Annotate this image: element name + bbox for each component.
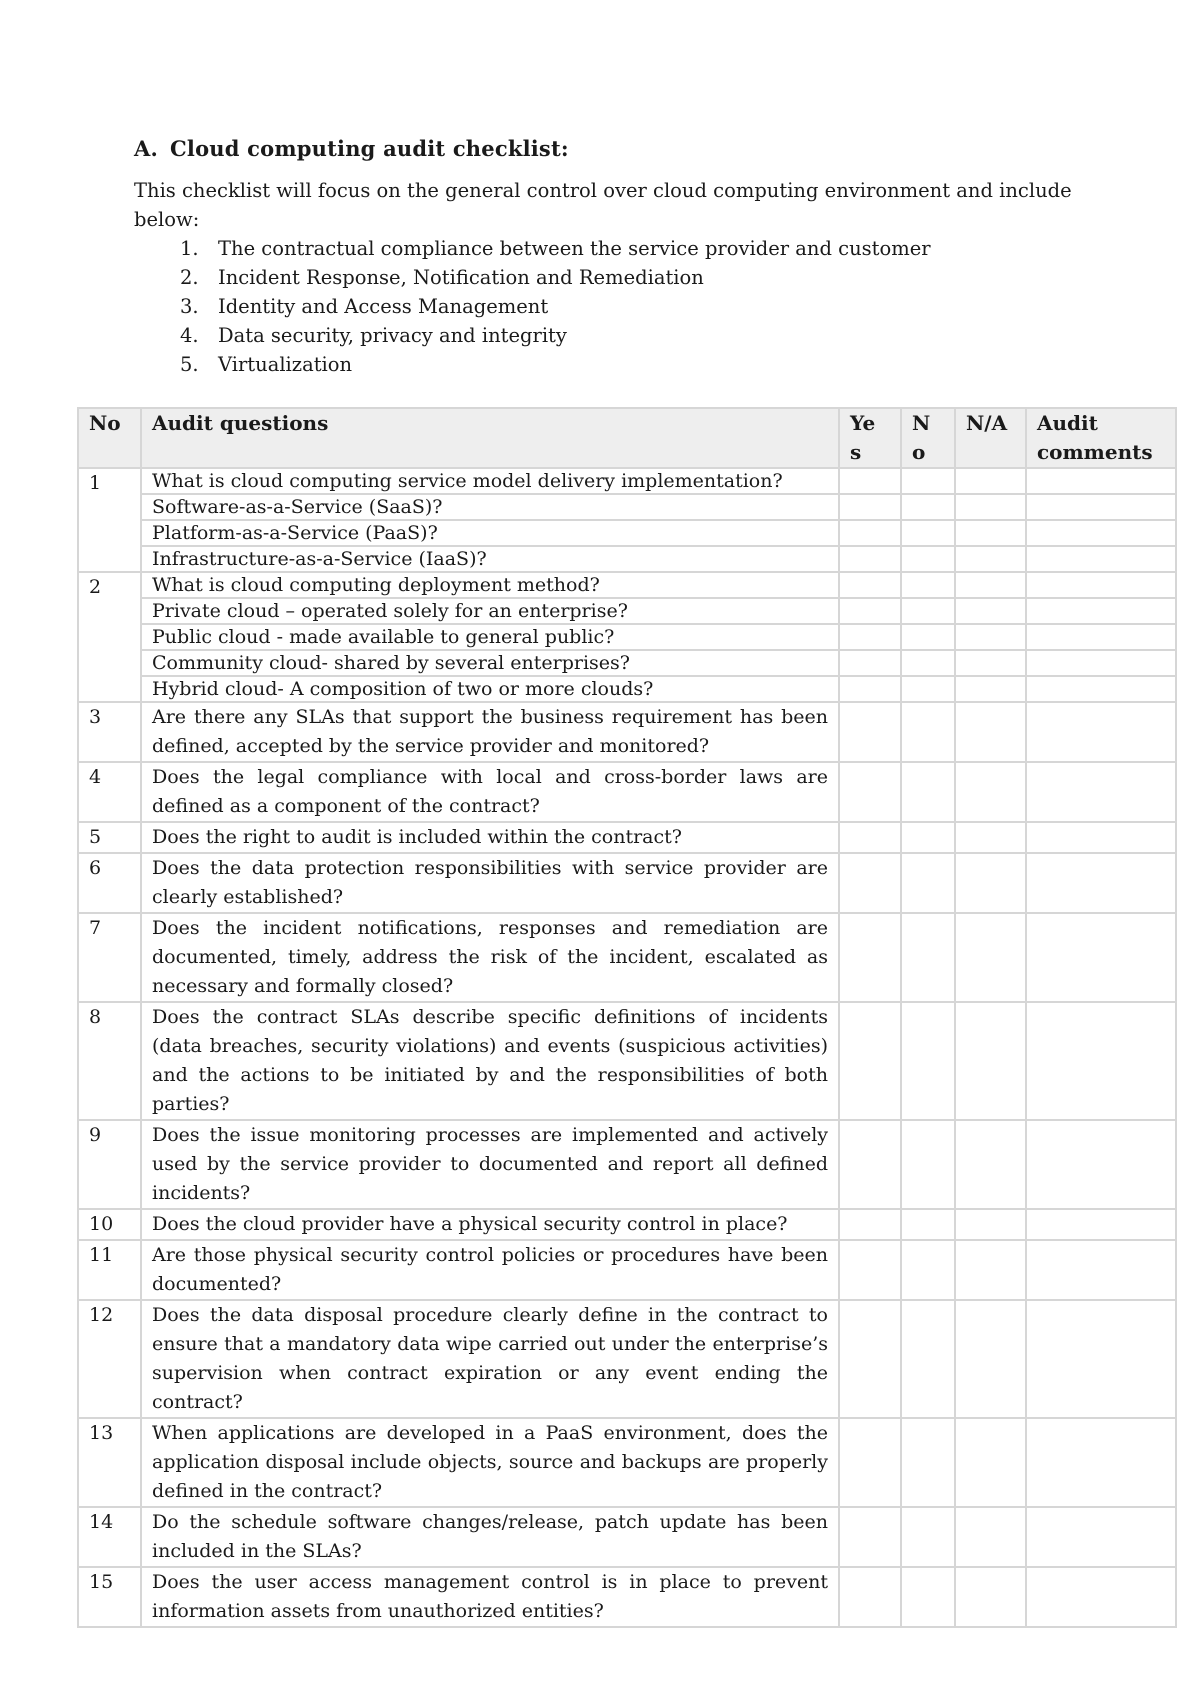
na-cell[interactable] [955, 1209, 1026, 1240]
audit-comments-cell[interactable] [1026, 1567, 1176, 1627]
no-cell[interactable] [901, 650, 955, 676]
table-row [78, 913, 1176, 1002]
audit-comments-cell[interactable] [1026, 1209, 1176, 1240]
yes-cell[interactable] [839, 520, 901, 546]
audit-question: Do the schedule software changes/release, patch update has been included in the SLAs? [141, 1507, 839, 1567]
yes-cell[interactable] [839, 762, 901, 822]
row-number: 14 [78, 1507, 141, 1567]
intro-paragraph: This checklist will focus on the general control over cloud computing environment and include below: [134, 179, 1072, 231]
na-cell[interactable] [955, 650, 1026, 676]
na-cell[interactable] [955, 1418, 1026, 1507]
no-cell[interactable] [901, 494, 955, 520]
focus-list-number: 3. [180, 295, 199, 318]
table-row [78, 598, 1176, 624]
focus-list-label: Identity and Access Management [218, 295, 549, 318]
header-na: N/A [955, 408, 1026, 468]
row-number: 13 [78, 1418, 141, 1507]
no-cell[interactable] [901, 1120, 955, 1209]
audit-question: Does the issue monitoring processes are implemented and actively used by the service provider to documented and report all defined incidents? [141, 1120, 839, 1209]
audit-comments-cell[interactable] [1026, 1120, 1176, 1209]
focus-list-item [134, 263, 1074, 292]
audit-question: Does the data protection responsibilities with service provider are clearly established? [141, 853, 839, 913]
focus-list-number: 2. [180, 266, 199, 289]
audit-sub-question: Private cloud – operated solely for an enterprise? [141, 598, 839, 624]
row-number: 8 [78, 1002, 141, 1120]
table-row [78, 1240, 1176, 1300]
row-number: 11 [78, 1240, 141, 1300]
no-cell[interactable] [901, 702, 955, 762]
table-row [78, 1209, 1176, 1240]
yes-cell[interactable] [839, 1507, 901, 1567]
no-cell[interactable] [901, 546, 955, 572]
table-row [78, 762, 1176, 822]
yes-cell[interactable] [839, 1209, 901, 1240]
header-yes: Ye s [839, 408, 901, 468]
audit-sub-question: Infrastructure-as-a-Service (IaaS)? [141, 546, 839, 572]
focus-list-label: Incident Response, Notification and Remediation [218, 266, 704, 289]
table-row [78, 1418, 1176, 1507]
yes-cell[interactable] [839, 468, 901, 494]
audit-comments-cell[interactable] [1026, 546, 1176, 572]
audit-comments-cell[interactable] [1026, 913, 1176, 1002]
no-cell[interactable] [901, 822, 955, 853]
na-cell[interactable] [955, 702, 1026, 762]
audit-checklist-table [77, 407, 1177, 1628]
na-cell[interactable] [955, 520, 1026, 546]
yes-cell[interactable] [839, 546, 901, 572]
table-row [78, 676, 1176, 702]
audit-comments-cell[interactable] [1026, 762, 1176, 822]
row-number: 6 [78, 853, 141, 913]
focus-list-item [134, 350, 1074, 379]
table-row [78, 624, 1176, 650]
table-row [78, 520, 1176, 546]
audit-sub-question: Public cloud - made available to general public? [141, 624, 839, 650]
yes-cell[interactable] [839, 676, 901, 702]
na-cell[interactable] [955, 1567, 1026, 1627]
row-number: 3 [78, 702, 141, 762]
na-cell[interactable] [955, 676, 1026, 702]
na-cell[interactable] [955, 822, 1026, 853]
yes-cell[interactable] [839, 1002, 901, 1120]
focus-list-label: Virtualization [218, 353, 353, 376]
table-row [78, 702, 1176, 762]
audit-comments-cell[interactable] [1026, 702, 1176, 762]
audit-comments-cell[interactable] [1026, 468, 1176, 494]
audit-question: What is cloud computing service model delivery implementation? [141, 468, 839, 494]
focus-list-label: Data security, privacy and integrity [218, 324, 567, 347]
audit-comments-cell[interactable] [1026, 676, 1176, 702]
table-row [78, 1120, 1176, 1209]
audit-comments-cell[interactable] [1026, 1300, 1176, 1418]
row-number: 5 [78, 822, 141, 853]
audit-comments-cell[interactable] [1026, 598, 1176, 624]
audit-sub-question: Platform-as-a-Service (PaaS)? [141, 520, 839, 546]
table-row [78, 1300, 1176, 1418]
header-no: No [78, 408, 141, 468]
yes-cell[interactable] [839, 650, 901, 676]
yes-cell[interactable] [839, 1418, 901, 1507]
no-cell[interactable] [901, 468, 955, 494]
na-cell[interactable] [955, 468, 1026, 494]
na-cell[interactable] [955, 546, 1026, 572]
na-cell[interactable] [955, 913, 1026, 1002]
no-cell[interactable] [901, 598, 955, 624]
row-number: 12 [78, 1300, 141, 1418]
audit-comments-cell[interactable] [1026, 650, 1176, 676]
no-cell[interactable] [901, 676, 955, 702]
row-number: 2 [78, 572, 141, 702]
audit-comments-cell[interactable] [1026, 520, 1176, 546]
audit-sub-question: Hybrid cloud- A composition of two or more clouds? [141, 676, 839, 702]
no-cell[interactable] [901, 624, 955, 650]
table-row [78, 546, 1176, 572]
na-cell[interactable] [955, 624, 1026, 650]
audit-question: What is cloud computing deployment method? [141, 572, 839, 598]
audit-comments-cell[interactable] [1026, 1002, 1176, 1120]
table-row [78, 1507, 1176, 1567]
na-cell[interactable] [955, 598, 1026, 624]
row-number: 4 [78, 762, 141, 822]
na-cell[interactable] [955, 1120, 1026, 1209]
table-row [78, 494, 1176, 520]
focus-list-number: 1. [180, 237, 199, 260]
intro-block [134, 176, 1074, 379]
focus-list-item [134, 234, 1074, 263]
yes-cell[interactable] [839, 572, 901, 598]
yes-cell[interactable] [839, 1120, 901, 1209]
audit-comments-cell[interactable] [1026, 1507, 1176, 1567]
section-letter: A. [134, 136, 159, 161]
yes-cell[interactable] [839, 913, 901, 1002]
table-row [78, 572, 1176, 598]
no-cell[interactable] [901, 1418, 955, 1507]
na-cell[interactable] [955, 1240, 1026, 1300]
yes-cell[interactable] [839, 702, 901, 762]
no-cell[interactable] [901, 1002, 955, 1120]
table-header-row [78, 408, 1176, 468]
header-no-answer: N o [901, 408, 955, 468]
focus-list-item [134, 292, 1074, 321]
focus-list [134, 234, 1074, 379]
focus-list-label: The contractual compliance between the service provider and customer [218, 237, 931, 260]
yes-cell[interactable] [839, 1240, 901, 1300]
na-cell[interactable] [955, 762, 1026, 822]
no-cell[interactable] [901, 762, 955, 822]
audit-question: Does the incident notifications, responses and remediation are documented, timely, address the risk of the incident, escalated as necessary and formally closed? [141, 913, 839, 1002]
focus-list-number: 5. [180, 353, 199, 376]
audit-sub-question: Community cloud- shared by several enterprises? [141, 650, 839, 676]
table-row [78, 822, 1176, 853]
row-number: 10 [78, 1209, 141, 1240]
no-cell[interactable] [901, 1209, 955, 1240]
no-cell[interactable] [901, 1567, 955, 1627]
audit-question: Does the user access management control is in place to prevent information assets from unauthorized entities? [141, 1567, 839, 1627]
audit-question: Does the right to audit is included within the contract? [141, 822, 839, 853]
audit-question: Does the data disposal procedure clearly define in the contract to ensure that a mandatory data wipe carried out under the enterprise’s supervision when contract expiration or any event ending the contract? [141, 1300, 839, 1418]
na-cell[interactable] [955, 1300, 1026, 1418]
audit-question: Does the contract SLAs describe specific definitions of incidents (data breaches, security violations) and events (suspicious activities) and the actions to be initiated by and the responsibilities of both parties? [141, 1002, 839, 1120]
audit-comments-cell[interactable] [1026, 1240, 1176, 1300]
na-cell[interactable] [955, 853, 1026, 913]
no-cell[interactable] [901, 520, 955, 546]
no-cell[interactable] [901, 1300, 955, 1418]
na-cell[interactable] [955, 1002, 1026, 1120]
no-cell[interactable] [901, 853, 955, 913]
no-cell[interactable] [901, 572, 955, 598]
focus-list-item [134, 321, 1074, 350]
yes-cell[interactable] [839, 1567, 901, 1627]
yes-cell[interactable] [839, 1300, 901, 1418]
yes-cell[interactable] [839, 853, 901, 913]
na-cell[interactable] [955, 494, 1026, 520]
yes-cell[interactable] [839, 494, 901, 520]
header-audit-comments: Audit comments [1026, 408, 1176, 468]
audit-comments-cell[interactable] [1026, 494, 1176, 520]
no-cell[interactable] [901, 913, 955, 1002]
table-row [78, 468, 1176, 494]
audit-comments-cell[interactable] [1026, 853, 1176, 913]
yes-cell[interactable] [839, 598, 901, 624]
section-heading [134, 136, 569, 161]
row-number: 1 [78, 468, 141, 572]
audit-question: Does the legal compliance with local and cross-border laws are defined as a component of the contract? [141, 762, 839, 822]
row-number: 15 [78, 1567, 141, 1627]
table-row [78, 853, 1176, 913]
yes-cell[interactable] [839, 822, 901, 853]
audit-sub-question: Software-as-a-Service (SaaS)? [141, 494, 839, 520]
row-number: 7 [78, 913, 141, 1002]
audit-question: Are those physical security control policies or procedures have been documented? [141, 1240, 839, 1300]
row-number: 9 [78, 1120, 141, 1209]
header-audit-questions: Audit questions [141, 408, 839, 468]
na-cell[interactable] [955, 572, 1026, 598]
table-body [78, 468, 1176, 1627]
audit-comments-cell[interactable] [1026, 624, 1176, 650]
table-row [78, 650, 1176, 676]
audit-comments-cell[interactable] [1026, 572, 1176, 598]
table-row [78, 1567, 1176, 1627]
audit-question: Are there any SLAs that support the business requirement has been defined, accepted by the service provider and monitored? [141, 702, 839, 762]
audit-question: When applications are developed in a PaaS environment, does the application disposal include objects, source and backups are properly defined in the contract? [141, 1418, 839, 1507]
audit-comments-cell[interactable] [1026, 1418, 1176, 1507]
table-row [78, 1002, 1176, 1120]
no-cell[interactable] [901, 1507, 955, 1567]
yes-cell[interactable] [839, 624, 901, 650]
audit-question: Does the cloud provider have a physical security control in place? [141, 1209, 839, 1240]
no-cell[interactable] [901, 1240, 955, 1300]
audit-comments-cell[interactable] [1026, 822, 1176, 853]
focus-list-number: 4. [180, 324, 199, 347]
na-cell[interactable] [955, 1507, 1026, 1567]
section-title: Cloud computing audit checklist: [170, 136, 569, 161]
